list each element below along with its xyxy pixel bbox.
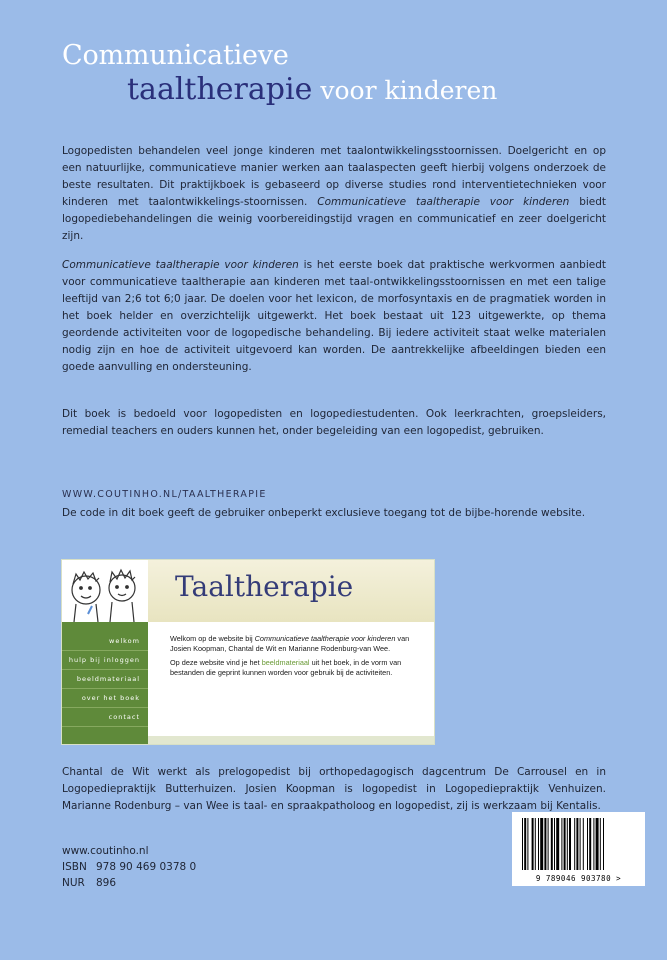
book-title <box>62 42 497 105</box>
intro-paragraph <box>62 143 606 245</box>
nur-label: NUR <box>62 877 85 889</box>
code-text: De code in dit boek geeft de gebruiker onbeperkt exclusieve toegang tot de bijbe-horende website. <box>62 507 586 519</box>
description-paragraph <box>62 257 606 376</box>
nur-line <box>62 875 196 891</box>
welcome-text <box>170 634 426 653</box>
website-header <box>62 560 434 622</box>
intro-text-after: biedt logopediebehandelingen die weinig voorbereidingstijd vragen en communicatief en zeer doelgericht zijn. <box>62 196 607 242</box>
nav-item-beeldmateriaal[interactable]: beeldmateriaal <box>62 670 148 689</box>
info-text <box>170 658 426 677</box>
barcode-number: 9 789046 903780 > <box>535 874 622 883</box>
barcode <box>512 812 645 886</box>
isbn-value: 978 90 469 0378 0 <box>96 861 197 873</box>
nav-item-contact[interactable]: contact <box>62 708 148 727</box>
title-line-1: Communicatieve <box>62 40 289 71</box>
barcode-bars <box>520 818 637 872</box>
nav-item-welkom[interactable]: welkom <box>62 632 148 651</box>
title-emphasis: taaltherapie <box>127 72 313 107</box>
title-line-2 <box>127 72 498 107</box>
isbn-label: ISBN <box>62 861 87 873</box>
description-book-title: Communicatieve taaltherapie voor kinderen <box>62 259 299 271</box>
website-nav <box>62 622 148 744</box>
publication-meta <box>62 843 196 891</box>
nav-item-over[interactable]: over het boek <box>62 689 148 708</box>
authors-paragraph: Chantal de Wit werkt als prelogopedist bij orthopedagogisch dagcentrum De Carrousel en in Logopediepraktijk Butterhuizen. Josien Koopman is logopedist in Logopediepraktijk Venhuizen. Marianne Rodenburg – van Wee is taal- en spraakpatholoog en logopedist, zij is werkzaam bij Kentalis. <box>62 766 606 812</box>
publisher-website: www.coutinho.nl <box>62 845 149 857</box>
website-title: Taaltherapie <box>175 570 354 603</box>
website-preview <box>62 560 434 744</box>
isbn-line <box>62 859 196 875</box>
welcome-post: van Josien Koopman, Chantal de Wit en Marianne Rodenburg-van Wee. <box>170 634 410 653</box>
website-link[interactable]: WWW.COUTINHO.NL/TAALTHERAPIE <box>62 489 267 500</box>
info-pre: Op deze website vind je het <box>170 658 260 667</box>
intro-book-title: Communicatieve taaltherapie voor kinderen <box>317 196 570 208</box>
welcome-book-title: Communicatieve taaltherapie voor kinderen <box>254 634 396 643</box>
audience-text: Dit boek is bedoeld voor logopedisten en logopediestudenten. Ook leerkrachten, groepsleiders, remedial teachers en ouders kunnen het, onder begeleiding van een logopedist, gebruiken. <box>62 408 606 437</box>
nur-value: 896 <box>96 877 117 889</box>
website-content <box>170 634 426 682</box>
beeldmateriaal-link[interactable]: beeldmateriaal <box>261 658 310 667</box>
description-text: is het eerste boek dat praktische werkvormen aanbiedt voor communicatieve taaltherapie aan kinderen met taal-ontwikkelingsstoornissen en met een talige leeftijd van 2;6 tot 6;0 jaar. De doelen voor het lexicon, de morfosyntaxis en de pragmatiek worden in het boek helder en overzichtelijk uitgewerkt. Het boek bestaat uit 123 uitgewerkte, op thema geordende activiteiten voor de logopedische behandeling. Bij iedere activiteit staat welke materialen nodig zijn en hoe de activiteit uitgevoerd kan worden. De aantrekkelijke afbeeldingen bieden een goede aanvulling en ondersteuning. <box>62 259 606 373</box>
intro-text: Logopedisten behandelen veel jonge kinderen met taalontwikkelingsstoornissen. Doelgericht en op een natuurlijke, communicatieve manier werken aan taalaspecten geeft hierbij volgens onderzoek de beste resultaten. Dit praktijkboek is gebaseerd op diverse studies rond interventietechnieken voor kinderen met taalontwikkelings-stoornissen. <box>62 145 606 208</box>
title-rest: voor kinderen <box>320 76 498 105</box>
welcome-pre: Welkom op de website bij <box>170 634 253 643</box>
website-footer-strip <box>148 736 434 744</box>
audience-paragraph <box>62 406 606 440</box>
kids-illustration <box>62 560 148 622</box>
nav-item-hulp[interactable]: hulp bij inloggen <box>62 651 148 670</box>
info-post: uit het boek, in de vorm van bestanden die geprint kunnen worden voor gebruik bij de activiteiten. <box>170 658 402 677</box>
